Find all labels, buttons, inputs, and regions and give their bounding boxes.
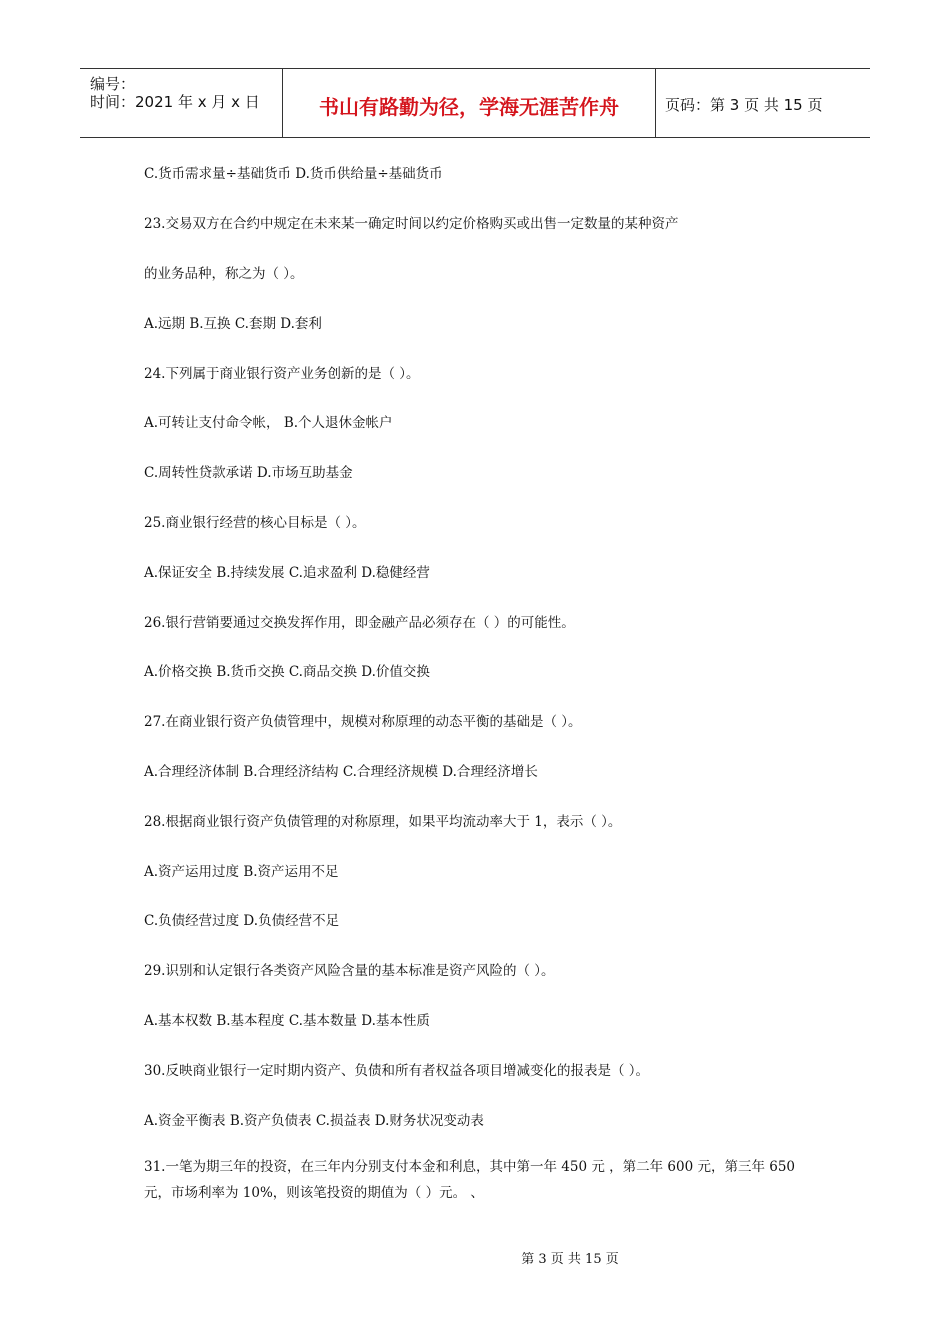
options-line: A.基本权数 B.基本程度 C.基本数量 D.基本性质 (144, 1013, 430, 1029)
options-line: A.远期 B.互换 C.套期 D.套利 (144, 316, 322, 332)
page-header (80, 68, 870, 138)
question-31: 31.一笔为期三年的投资，在三年内分别支付本金和利息，其中第一年 450 元 ，第二年 600 元，第三年 650 元，市场利率为 10%，则该笔投资的期值为（ ）元。 、 (144, 1159, 796, 1201)
header-page-cell (655, 69, 870, 137)
options-line: A.资产运用过度 B.资产运用不足 (144, 864, 339, 880)
header-meta (80, 69, 282, 137)
question-line: 25.商业银行经营的核心目标是（ ）。 (144, 515, 366, 531)
question-line: 27.在商业银行资产负债管理中，规模对称原理的动态平衡的基础是（ ）。 (144, 714, 582, 730)
options-line: C.负债经营过度 D.负债经营不足 (144, 913, 340, 929)
question-line: 30.反映商业银行一定时期内资产、负债和所有者权益各项目增减变化的报表是（ ）。 (144, 1063, 650, 1079)
options-line: A.价格交换 B.货币交换 C.商品交换 D.价值交换 (144, 664, 430, 680)
date-line: 时间：2021 年 x 月 x 日 (90, 93, 260, 111)
text-line: C.货币需求量÷基础货币 D.货币供给量÷基础货币 (144, 166, 443, 182)
question-line: 29.识别和认定银行各类资产风险含量的基本标准是资产风险的（ ）。 (144, 963, 555, 979)
code-label: 编号： (90, 75, 136, 93)
question-line: 28.根据商业银行资产负债管理的对称原理，如果平均流动率大于 1，表示（ ）。 (144, 814, 622, 830)
options-line: A.保证安全 B.持续发展 C.追求盈利 D.稳健经营 (144, 565, 430, 581)
page-footer: 第 3 页 共 15 页 (521, 1252, 619, 1267)
options-line: A.合理经济体制 B.合理经济结构 C.合理经济规模 D.合理经济增长 (144, 764, 538, 780)
motto: 书山有路勤为径，学海无涯苦作舟 (319, 95, 619, 119)
question-line: 23.交易双方在合约中规定在未来某一确定时间以约定价格购买或出售一定数量的某种资产 (144, 216, 679, 232)
options-line: A.可转让支付命令帐， B.个人退休金帐户 (144, 415, 393, 431)
text-line: 的业务品种，称之为（ ）。 (144, 266, 304, 282)
page-info: 页码：第 3 页 共 15 页 (665, 96, 823, 114)
question-line: 26.银行营销要通过交换发挥作用，即金融产品必须存在（ ）的可能性。 (144, 615, 575, 631)
header-motto-cell (282, 69, 656, 137)
options-line: C.周转性贷款承诺 D.市场互助基金 (144, 465, 353, 481)
question-line: 24.下列属于商业银行资产业务创新的是（ ）。 (144, 366, 420, 382)
options-line: A.资金平衡表 B.资产负债表 C.损益表 D.财务状况变动表 (144, 1113, 484, 1129)
